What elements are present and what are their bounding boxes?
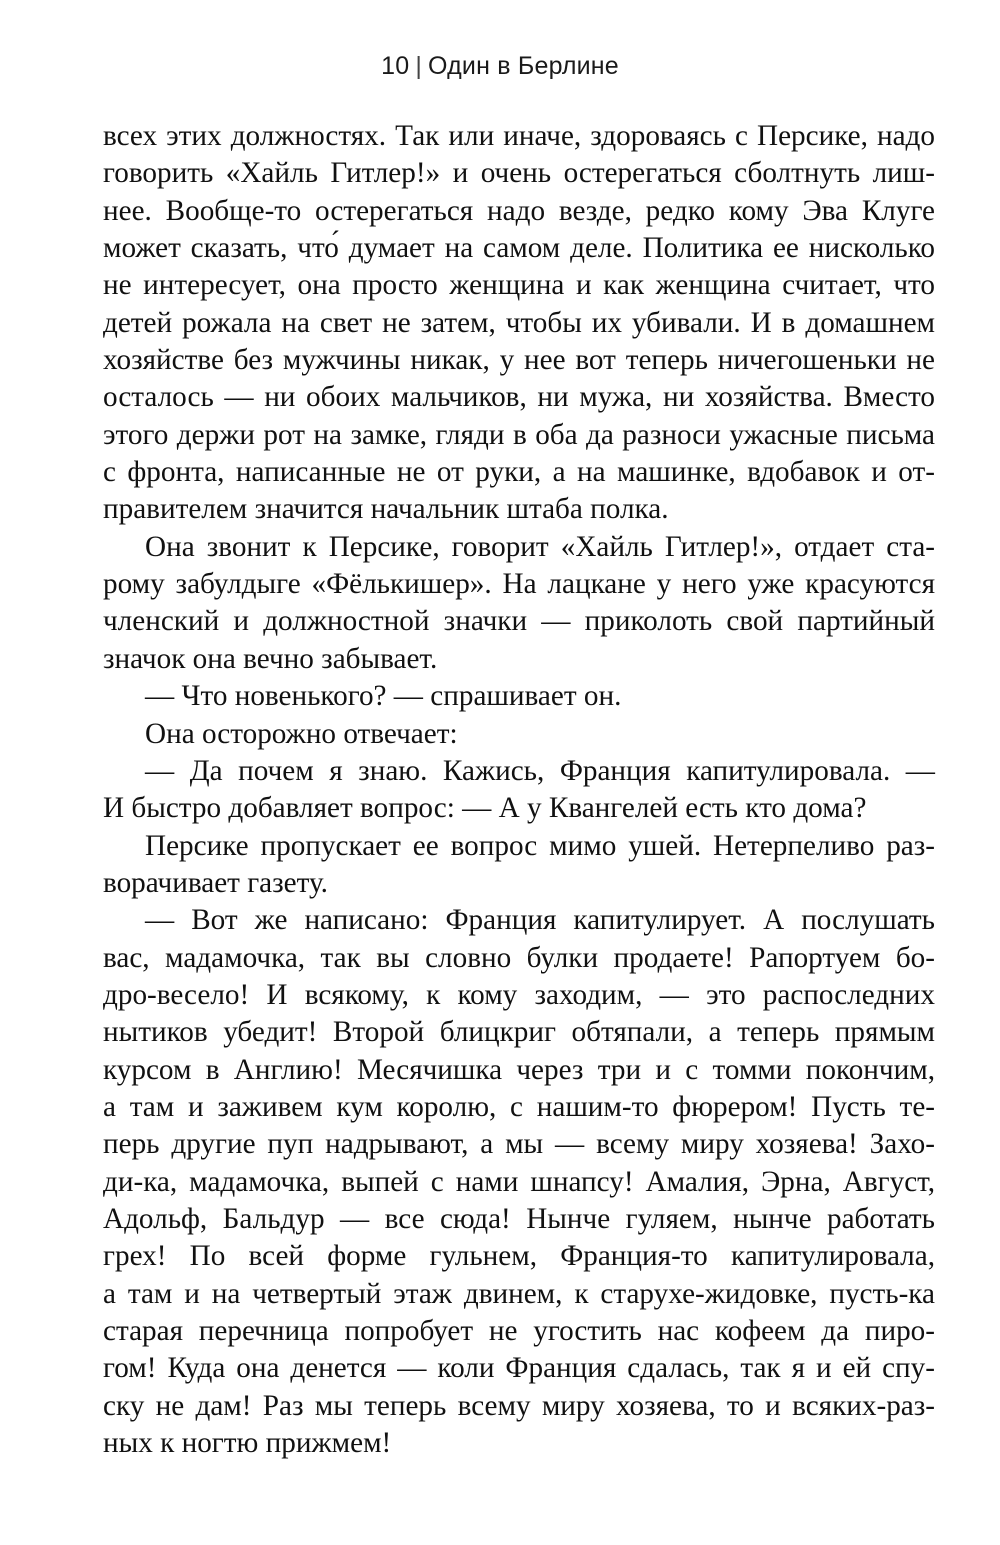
text-line: вас, мадамочка, так вы словно булки продаете! Рапортуем бо- <box>103 941 935 974</box>
text-line: — Да почем я знаю. Кажись, Франция капитулировала. — <box>145 754 935 787</box>
text-line: нее. Вообще-то остерегаться надо везде, редко кому Эва Клуге <box>103 194 935 227</box>
text-line: рому забулдыге «Фёлькишер». На лацкане у него уже красуются <box>103 568 935 601</box>
text-line: детей рожала на свет не затем, чтобы их убивали. И в домашнем <box>103 306 935 339</box>
text-line: может сказать, что́ думает на самом деле. Политика ее нисколько <box>103 232 935 265</box>
text-line: перь другие пуп надрывают, а мы — всему миру хозяева! Захо- <box>103 1128 935 1161</box>
text-line: старая перечница попробует не угостить нас кофеем да пиро- <box>103 1315 935 1347</box>
text-line: грех! По всей форме гульнем, Франция-то капитулировала, <box>103 1240 935 1273</box>
text-line: Она осторожно отвечает: <box>145 717 458 750</box>
paragraph <box>103 118 935 529</box>
paragraph <box>103 529 935 678</box>
text-line: ворачивает газету. <box>103 866 328 899</box>
text-line: хозяйстве без мужчины никак, у нее вот теперь ничегошеньки не <box>103 344 935 377</box>
paragraph <box>103 902 935 1462</box>
paragraph <box>103 678 935 715</box>
page-number: 10 <box>381 52 410 80</box>
book-title: Один в Берлине <box>428 52 619 80</box>
text-line: ных к ногтю прижмем! <box>103 1427 392 1460</box>
body-text <box>103 118 935 1462</box>
text-line: дро-весело! И всякому, к кому заходим, — это распоследних <box>103 978 935 1011</box>
text-line: этого держи рот на замке, гляди в оба да разноси ужасные письма <box>103 418 935 451</box>
text-line: а там и на четвертый этаж двинем, к старухе-жидовке, пусть-ка <box>103 1277 935 1310</box>
text-line: членский и должностной значки — приколоть свой партийный <box>103 605 935 638</box>
text-line: а там и заживем кум королю, с нашим-то фюрером! Пусть те- <box>103 1090 935 1123</box>
text-line: Адольф, Бальдур — все сюда! Нынче гуляем, нынче работать <box>103 1202 935 1235</box>
text-line: значок она вечно забывает. <box>103 642 438 675</box>
header-separator: | <box>415 52 423 80</box>
text-line: Она звонит к Персике, говорит «Хайль Гитлер!», отдает ста- <box>145 530 935 563</box>
text-line: курсом в Англию! Месячишка через три и с томми покончим, <box>103 1053 935 1086</box>
text-line: говорить «Хайль Гитлер!» и очень остерегаться сболтнуть лиш- <box>103 157 935 190</box>
text-line: с фронта, написанные не от руки, а на машинке, вдобавок и от- <box>103 456 935 489</box>
text-line: нытиков убедит! Второй блицкриг обтяпали, а теперь прямым <box>103 1016 935 1049</box>
text-line: Персике пропускает ее вопрос мимо ушей. Нетерпеливо раз- <box>145 829 935 862</box>
running-header <box>0 52 1000 81</box>
text-line: ди-ка, мадамочка, выпей с нами шнапсу! Амалия, Эрна, Август, <box>103 1165 935 1198</box>
paragraph <box>103 828 935 903</box>
text-line: правителем значится начальник штаба полка. <box>103 493 669 526</box>
text-line: гом! Куда она денется — коли Франция сдалась, так я и ей спу- <box>103 1352 935 1385</box>
paragraph <box>103 753 935 828</box>
paragraph <box>103 716 935 753</box>
text-line: — Вот же написано: Франция капитулирует. А послушать <box>145 904 935 937</box>
text-line: всех этих должностях. Так или иначе, здороваясь с Персике, надо <box>103 120 935 152</box>
text-line: — Что новенького? — спрашивает он. <box>145 680 622 713</box>
text-line: ску не дам! Раз мы теперь всему миру хозяева, то и всяких-раз- <box>103 1389 935 1422</box>
text-line: не интересует, она просто женщина и как женщина считает, что <box>103 269 935 302</box>
text-line: осталось — ни обоих мальчиков, ни мужа, ни хозяйства. Вместо <box>103 381 935 414</box>
text-line: И быстро добавляет вопрос: — А у Квангелей есть кто дома? <box>103 792 867 825</box>
